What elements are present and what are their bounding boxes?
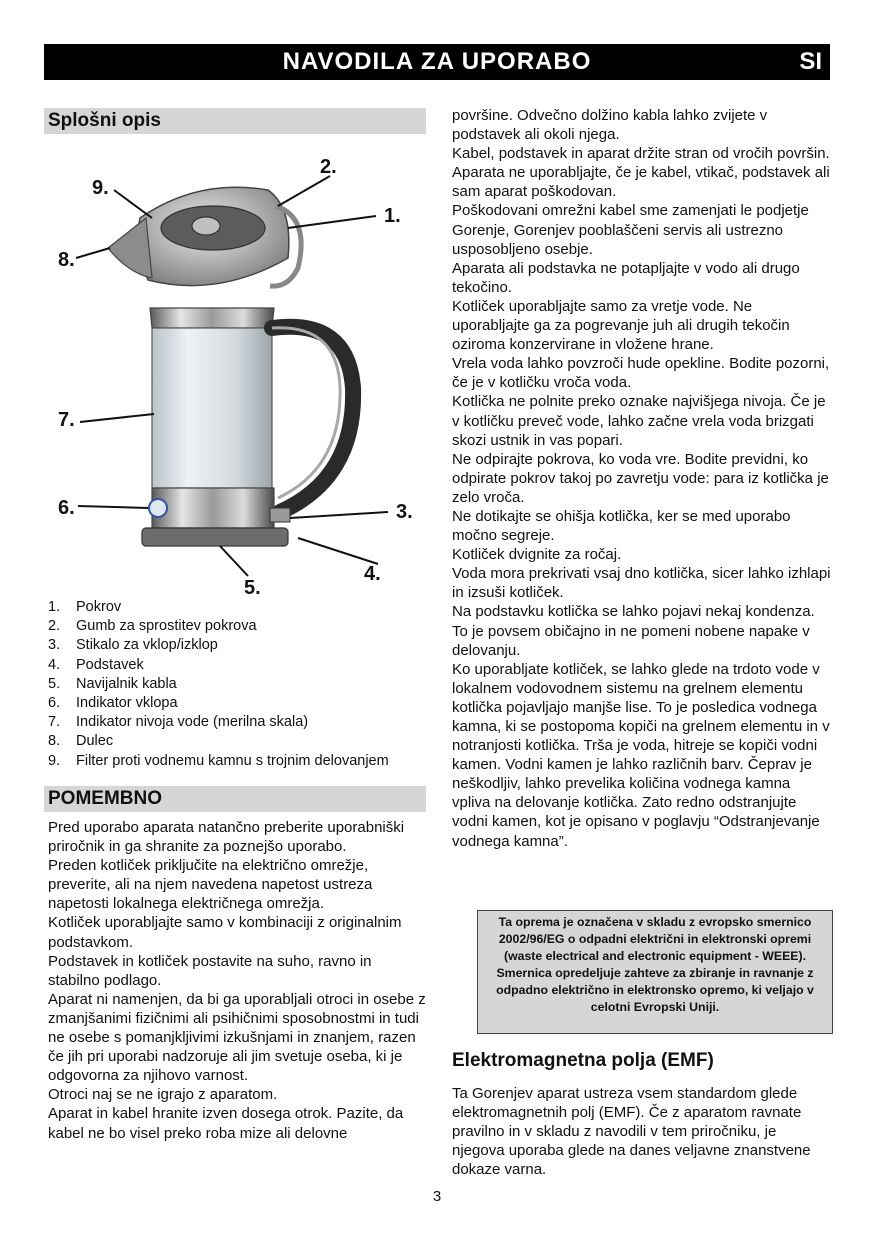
- paragraph: Podstavek in kotliček postavite na suho, ravno in stabilno podlago.: [48, 952, 372, 989]
- list-item: 6. Indikator vklopa: [48, 695, 178, 712]
- figure-label-1: 1.: [384, 205, 401, 227]
- figure-label-4: 4.: [364, 563, 381, 585]
- important-text: [48, 818, 426, 1143]
- figure-label-2: 2.: [320, 156, 337, 178]
- language-code: SI: [799, 48, 822, 75]
- paragraph: Aparata ali podstavka ne potapljajte v vodo ali drugo tekočino.: [452, 259, 800, 296]
- figure-label-5: 5.: [244, 577, 261, 598]
- list-item: 9. Filter proti vodnemu kamnu s trojnim delovanjem: [48, 752, 389, 769]
- paragraph: Kotlička ne polnite preko oznake najvišjega nivoja. Če je v kotličku preveč vode, lahko začne vrela voda brizgati skozi ustnik in vas popari.: [452, 393, 826, 449]
- paragraph: Pred uporabo aparata natančno preberite uporabniški priročnik in ga shranite za poznejšo uporabo.: [48, 819, 405, 856]
- paragraph: Na podstavku kotlička se lahko pojavi nekaj kondenza. To je povsem običajno in ne pomeni nobene napake v delovanju.: [452, 603, 815, 659]
- paragraph: Ne odpirajte pokrova, ko voda vre. Bodite previdni, ko odpirate pokrov takoj po zavretju vode: para iz kotlička je zelo vroča.: [452, 450, 829, 506]
- paragraph: Preden kotliček priključite na električno omrežje, preverite, ali na njem navedena napetost ustreza napetosti lokalnega električnega omrežja.: [48, 857, 373, 913]
- figure-label-3: 3.: [396, 501, 413, 523]
- page-title: NAVODILA ZA UPORABO: [282, 48, 592, 75]
- safety-text: [452, 106, 832, 851]
- page-number: 3: [432, 1188, 442, 1205]
- figure-label-7: 7.: [58, 409, 75, 431]
- lid-detail: [108, 187, 301, 286]
- emf-text: [452, 1084, 832, 1179]
- paragraph: Kotliček dvignite za ročaj.: [452, 546, 622, 564]
- list-item: 4. Podstavek: [48, 656, 144, 673]
- paragraph: Kotliček uporabljajte samo za vretje vode. Ne uporabljajte ga za pogrevanje juh ali drugih tekočin oziroma konzervirane in vložene hrane.: [452, 297, 790, 354]
- list-item: 2. Gumb za sprostitev pokrova: [48, 618, 257, 635]
- figure-label-8: 8.: [58, 249, 75, 271]
- paragraph: Otroci naj se ne igrajo z aparatom.: [48, 1086, 278, 1104]
- section-heading-important: POMEMBNO: [44, 786, 426, 812]
- paragraph: Ne dotikajte se ohišja kotlička, ker se med uporabo močno segreje.: [452, 507, 791, 545]
- paragraph: Ta Gorenjev aparat ustreza vsem standardom glede elektromagnetnih polj (EMF). Če z aparatom ravnate pravilno in v skladu z navodili v tem priročniku, je njegova uporaba glede na danes veljavne znanstvene dokaze varna.: [452, 1085, 811, 1179]
- header-bar: [44, 44, 830, 80]
- paragraph: površine. Odvečno dolžino kabla lahko zvijete v podstavek ali okoli njega.: [452, 107, 768, 144]
- figure-label-9: 9.: [92, 177, 109, 199]
- list-item: 1. Pokrov: [48, 599, 122, 615]
- section-heading-general: Splošni opis: [44, 108, 426, 134]
- list-item: 5. Navijalnik kabla: [48, 675, 177, 692]
- section-heading-emf: Elektromagnetna polja (EMF): [452, 1050, 714, 1071]
- list-item: 7. Indikator nivoja vode (merilna skala): [48, 714, 309, 731]
- paragraph: Aparata ne uporabljajte, če je kabel, vtikač, podstavek ali sam aparat poškodovan.: [452, 164, 830, 201]
- weee-notice-text: Ta oprema je označena v skladu z evropsko smernico 2002/96/EG o odpadni električni in elektronski opremi (waste electrical and electronic equipment - WEEE). Smernica opredeljuje zahteve za zbiranje in ravnanje z odpadno električno in elektronsko opremo, ki veljajo v celotni Evropski Uniji.: [496, 915, 814, 1014]
- paragraph: Aparat in kabel hranite izven dosega otrok. Pazite, da kabel ne bo visel preko roba mize ali delovne: [48, 1105, 404, 1142]
- kettle-body: [142, 308, 353, 546]
- list-item: 3. Stikalo za vklop/izklop: [48, 637, 218, 654]
- list-item: 8. Dulec: [48, 733, 114, 750]
- paragraph: Voda mora prekrivati vsaj dno kotlička, sicer lahko izhlapi in izsuši kotliček.: [452, 565, 831, 602]
- paragraph: Vrela voda lahko povzroči hude opekline. Bodite pozorni, če je v kotličku vroča voda.: [452, 355, 830, 392]
- paragraph: Ko uporabljate kotliček, se lahko glede na trdoto vode v lokalnem vodovodnem sistemu na grelnem elementu kotlička pojavljajo manjše lise. To je posledica vodnega kamna, ki se postopoma kopiči na grelnem elementu in v notranjosti kotlička. Trša je voda, hitreje se kopiči vodni kamen. Vodni kamen je lahko različnih barv. Čeprav je neškodljiv, lahko prevelika količina vodnega kamna vpliva na delovanje kotlička. Zato redno odstranjujte vodni kamen, kot je opisano v poglavju “Odstranjevanje vodnega kamna”.: [452, 660, 830, 850]
- paragraph: Kotliček uporabljajte samo v kombinaciji z originalnim podstavkom.: [48, 914, 402, 951]
- paragraph: Kabel, podstavek in aparat držite stran od vročih površin.: [452, 145, 830, 163]
- figure-label-6: 6.: [58, 497, 75, 519]
- kettle-illustration: [48, 148, 428, 598]
- paragraph: Aparat ni namenjen, da bi ga uporabljali otroci in osebe z zmanjšanimi fizičnimi ali psihičnimi sposobnostmi in tudi ne osebe s pomanjkljivimi izkušnjami in znanjem, razen če jih pri uporabi nadzoruje ali jim svetuje oseba, ki je odgovorna za njihovo varnost.: [48, 990, 426, 1085]
- parts-list: [48, 598, 428, 771]
- paragraph: Poškodovani omrežni kabel sme zamenjati le podjetje Gorenje, Gorenjev pooblaščeni servis ali ustrezno usposobljeno osebje.: [452, 202, 809, 258]
- weee-notice-box: [477, 910, 833, 1034]
